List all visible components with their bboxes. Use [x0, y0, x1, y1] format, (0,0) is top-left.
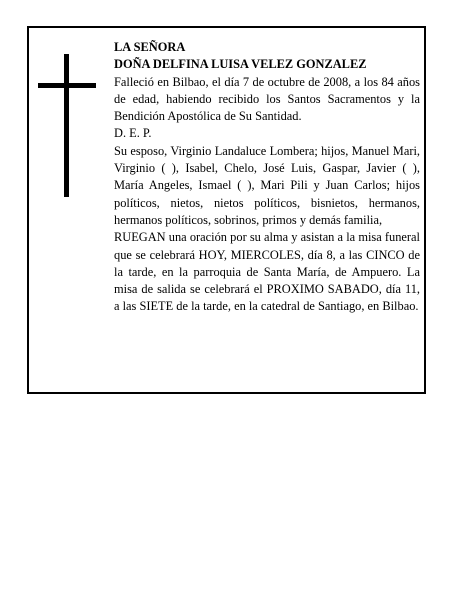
cross-icon	[38, 54, 96, 197]
cross-horizontal-bar	[38, 83, 96, 88]
notice-heading: LA SEÑORA	[114, 40, 186, 54]
funeral-request: RUEGAN una oración por su alma y asistan a la misa funeral que se celebrará HOY, MIERCOLES, día 8, a las CINCO de la tarde, en la parroquia de Santa María, de Ampuero. La misa de salida se celebrará el PROXIMO SABADO, día 11, a las SIETE de la tarde, en la catedral de Santiago, en Bilbao.	[114, 230, 420, 314]
family-list: Su esposo, Virginio Landaluce Lombera; hijos, Manuel Mari, Virginio ( ), Isabel, Chelo, José Luis, Gaspar, Javier ( ), María Angeles, Ismael ( ), Mari Pili y Juan Carlos; hijos políticos, nietos, nietos políticos, bisnietos, hermanos, hermanos políticos, sobrinos, primos y demás familia,	[114, 143, 420, 227]
deceased-name: DOÑA DELFINA LUISA VELEZ GONZALEZ	[114, 57, 367, 72]
rip-line: D. E. P.	[114, 126, 152, 141]
obituary-text	[114, 39, 420, 316]
death-statement: Falleció en Bilbao, el día 7 de octubre de 2008, a los 84 años de edad, habiendo recibido los Santos Sacramentos y la Bendición Apostólica de Su Santidad.	[114, 74, 420, 124]
cross-vertical-bar	[64, 54, 69, 197]
